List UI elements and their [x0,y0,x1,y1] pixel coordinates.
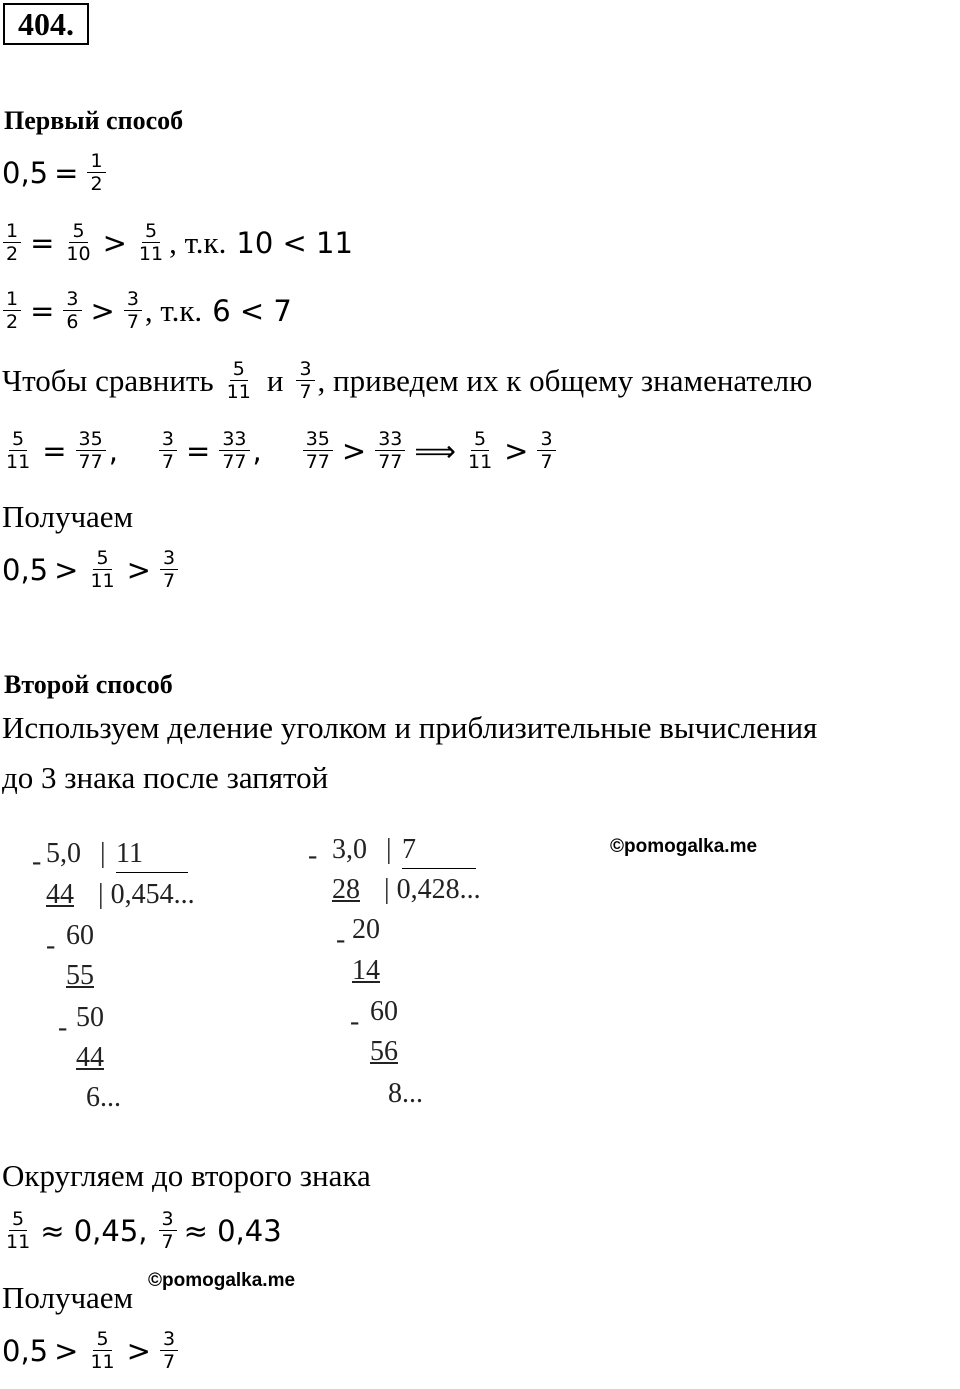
m1-l5b-f1 [159,428,177,473]
m1-l5a-f1 [3,428,33,473]
numerator: 3 [160,1328,178,1351]
denominator: 77 [378,451,403,473]
div2-sub1: 28 [332,874,360,905]
denominator: 11 [6,451,31,473]
m2-round-approx2: ≈ 0,43 [183,1213,282,1248]
m1-l5c-f2 [375,428,405,473]
numerator: 3 [160,547,178,570]
div2-sub2: 14 [352,955,380,986]
denominator: 2 [6,243,19,265]
div1-r3: 6... [86,1082,121,1113]
m1-l2-because: , т.к. [169,224,227,260]
denominator: 10 [66,243,91,265]
m1-l1-lhs: 0,5 [2,155,49,190]
div1-minus1: - [32,846,42,877]
denominator: 7 [299,381,312,403]
div1-minus3: - [58,1012,68,1043]
m1-res-lhs: 0,5 [2,552,49,587]
div1-sub3: 44 [76,1042,104,1073]
div1-dividend: 5,0 [46,838,81,869]
m1-l1-eq: = [54,155,79,190]
denominator: 7 [162,570,176,592]
m1-l2-f2 [63,220,93,265]
m1-l5c-f1 [303,428,333,473]
m1-l3-cond: 6 < 7 [212,293,292,328]
denominator: 2 [6,311,19,333]
div1-bar: | [100,838,106,869]
div1-r1: 60 [66,920,94,951]
m1-line5 [0,428,559,473]
m2-text-line1: Используем деление уголком и приблизительные вычисления [2,710,818,745]
m1-l2-eq: = [30,225,55,260]
div1-r2: 50 [76,1002,104,1033]
m2-res-lhs: 0,5 [2,1333,49,1368]
numerator: 33 [219,428,249,451]
div1-sub1: 44 [46,879,74,910]
m1-l5a-comma: , [108,433,118,468]
m1-line2 [0,220,353,265]
m2-round-label: Округляем до второго знака [2,1158,371,1193]
div2-r2: 60 [370,996,398,1027]
m2-res-f2 [160,1328,178,1373]
m2-round-f1 [3,1208,33,1253]
denominator: 7 [162,1351,176,1373]
div2-minus3: - [350,1006,360,1037]
div2-r1: 20 [352,914,380,945]
m1-l5a-eq: = [42,433,67,468]
m2-res-gt: > [54,1333,79,1368]
div2-dividend: 3,0 [332,834,367,865]
numerator: 5 [9,1208,27,1231]
div2-minus2: - [336,924,346,955]
m1-l5c-gt2: > [504,433,529,468]
denominator: 11 [90,1351,115,1373]
numerator: 1 [3,220,21,243]
denominator: 7 [161,1231,174,1253]
numerator: 35 [76,428,106,451]
denominator: 11 [90,570,115,592]
numerator: 5 [142,220,160,243]
m1-result-label: Получаем [2,499,134,534]
m1-l1-fraction [87,150,105,195]
denominator: 6 [66,311,79,333]
denominator: 11 [467,451,493,473]
m1-l2-cond: 10 < 11 [236,225,353,260]
numerator: 3 [159,428,177,451]
m2-res-gt2: > [126,1333,151,1368]
m1-l3-f1 [3,288,21,333]
denominator: 11 [6,1231,31,1253]
m1-res-gt: > [54,552,79,587]
denominator: 77 [78,451,103,473]
div2-bar: | [386,834,392,865]
div1-divisor: 11 [116,838,188,873]
div1-quotient: | 0,454... [98,879,195,910]
numerator: 3 [537,428,555,451]
numerator: 33 [375,428,405,451]
numerator: 5 [471,428,489,451]
problem-number: 404. [3,3,89,45]
denominator: 7 [540,451,553,473]
m1-l5b-f2 [219,428,249,473]
denominator: 77 [305,451,330,473]
div1-sub2: 55 [66,960,94,991]
m2-text-line2: до 3 знака после запятой [2,760,329,795]
m1-l5c-f3 [465,428,495,473]
watermark-2: ©pomogalka.me [148,1270,296,1291]
denominator: 2 [90,173,103,195]
m1-l2-gt: > [102,225,127,260]
m1-l5b-eq: = [186,433,211,468]
m1-l2-f3 [136,220,166,265]
m2-result-label: Получаем [2,1280,134,1315]
method2-heading: Второй способ [4,670,173,699]
m1-line3 [0,288,292,333]
m2-result [2,1328,181,1373]
numerator: 3 [159,1208,177,1231]
m1-l4-f2 [296,358,314,403]
m1-l3-f3 [124,288,142,333]
numerator: 3 [124,288,142,311]
m1-l2-f1 [3,220,21,265]
method1-heading: Первый способ [4,106,184,135]
numerator: 5 [9,428,27,451]
watermark-1: ©pomogalka.me [610,836,758,857]
denominator: 11 [138,243,164,265]
m1-l4-text1: Чтобы сравнить [2,362,214,398]
numerator: 3 [63,288,81,311]
m1-res-f1 [87,547,117,592]
m1-l5c-gt: > [341,433,367,468]
m1-l5c-implies: ⟹ [414,433,456,468]
m1-l3-because: , т.к. [144,292,203,328]
numerator: 35 [303,428,333,451]
div2-quotient: | 0,428... [384,874,481,905]
div1-minus2: - [46,930,56,961]
numerator: 5 [69,220,87,243]
m1-l4-text2: , приведем их к общему знаменателю [317,362,813,398]
m1-line1 [2,150,109,195]
m1-l5c-f4 [537,428,555,473]
denominator: 11 [226,381,251,403]
div2-divisor: 7 [402,834,476,869]
m2-round-f2 [159,1208,177,1253]
m1-l3-gt: > [90,293,115,328]
div2-r3: 8... [388,1078,423,1109]
m1-l4-f1 [224,358,254,403]
m1-l3-eq: = [30,293,55,328]
denominator: 7 [161,451,174,473]
m1-line4 [2,358,812,403]
m1-res-gt2: > [126,552,151,587]
m1-l5b-comma: , [252,433,262,468]
m1-l4-and: и [266,362,284,398]
denominator: 7 [126,311,139,333]
numerator: 5 [93,1328,111,1351]
m2-round-line [0,1208,282,1253]
m1-res-f2 [160,547,178,592]
m2-res-f1 [87,1328,117,1373]
m2-round-approx1: ≈ 0,45, [40,1213,148,1248]
numerator: 5 [230,358,248,381]
m1-l5a-f2 [76,428,106,473]
numerator: 3 [296,358,314,381]
numerator: 5 [93,547,111,570]
div2-sub3: 56 [370,1036,398,1067]
m1-result [2,547,181,592]
numerator: 1 [87,150,105,173]
denominator: 77 [222,451,247,473]
m1-l3-f2 [63,288,81,333]
numerator: 1 [3,288,21,311]
div2-minus1: - [308,840,318,871]
